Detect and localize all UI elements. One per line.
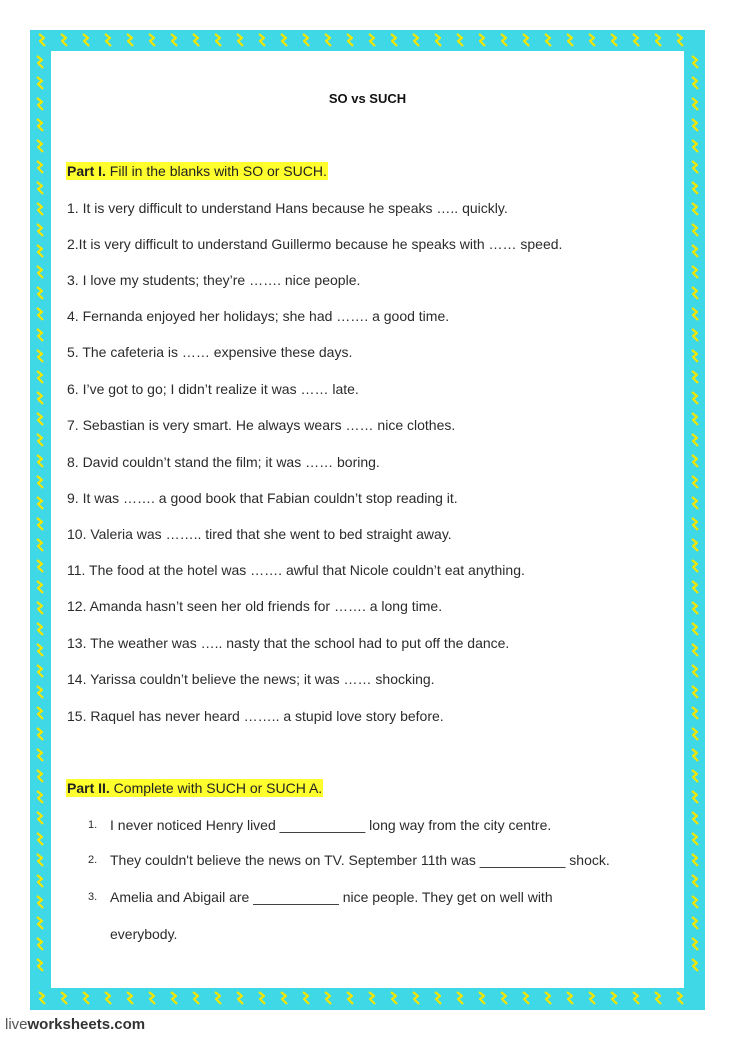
zigzag-glyph <box>692 518 698 530</box>
question-item: 15. Raquel has never heard …….. a stupid love story before. <box>67 708 444 724</box>
zigzag-glyph <box>37 329 43 341</box>
zigzag-glyph <box>391 992 397 1004</box>
completion-item: Amelia and Abigail are ___________ nice people. They get on well with <box>110 889 553 905</box>
zigzag-glyph <box>325 992 331 1004</box>
zigzag-glyph <box>347 34 353 46</box>
question-item: 10. Valeria was …….. tired that she went to bed straight away. <box>67 526 452 542</box>
zigzag-glyph <box>501 992 507 1004</box>
zigzag-glyph <box>655 992 661 1004</box>
zigzag-glyph <box>37 833 43 845</box>
zigzag-glyph <box>692 140 698 152</box>
zigzag-glyph <box>37 77 43 89</box>
zigzag-glyph <box>692 329 698 341</box>
zigzag-glyph <box>633 34 639 46</box>
footer-suffix: .com <box>110 1016 146 1033</box>
zigzag-glyph <box>37 959 43 971</box>
question-item: 2.It is very difficult to understand Guillermo because he speaks with …… speed. <box>67 236 563 252</box>
part2-label: Part II. <box>67 780 110 796</box>
zigzag-glyph <box>692 875 698 887</box>
zigzag-glyph <box>692 203 698 215</box>
footer-brand: worksheets <box>27 1016 111 1033</box>
zigzag-glyph <box>37 812 43 824</box>
zigzag-glyph <box>692 749 698 761</box>
question-item: 12. Amanda hasn’t seen her old friends for ……. a long time. <box>67 598 443 614</box>
zigzag-glyph <box>692 812 698 824</box>
zigzag-glyph <box>37 749 43 761</box>
zigzag-glyph <box>692 707 698 719</box>
zigzag-glyph <box>193 992 199 1004</box>
question-number: 1. <box>88 819 98 831</box>
footer-logo[interactable] <box>5 1016 145 1033</box>
zigzag-glyph <box>435 992 441 1004</box>
zigzag-glyph <box>567 34 573 46</box>
completion-item: They couldn't believe the news on TV. September 11th was ___________ shock. <box>110 852 610 868</box>
zigzag-glyph <box>523 992 529 1004</box>
zigzag-glyph <box>37 497 43 509</box>
zigzag-glyph <box>37 140 43 152</box>
zigzag-glyph <box>391 34 397 46</box>
zigzag-glyph <box>369 34 375 46</box>
zigzag-glyph <box>589 992 595 1004</box>
zigzag-glyph <box>692 161 698 173</box>
question-item: 5. The cafeteria is …… expensive these days. <box>67 344 353 360</box>
zigzag-glyph <box>37 371 43 383</box>
zigzag-glyph <box>237 992 243 1004</box>
zigzag-glyph <box>39 34 45 46</box>
zigzag-glyph <box>37 623 43 635</box>
zigzag-glyph <box>692 938 698 950</box>
zigzag-glyph <box>37 518 43 530</box>
zigzag-glyph <box>457 992 463 1004</box>
zigzag-glyph <box>39 992 45 1004</box>
part1-heading <box>66 163 328 179</box>
completion-item: I never noticed Henry lived ___________ long way from the city centre. <box>110 817 552 833</box>
zigzag-glyph <box>692 350 698 362</box>
zigzag-glyph <box>692 287 698 299</box>
zigzag-glyph <box>37 896 43 908</box>
zigzag-glyph <box>677 34 683 46</box>
zigzag-glyph <box>692 770 698 782</box>
zigzag-glyph <box>692 539 698 551</box>
part1-instruction: Fill in the blanks with SO or SUCH. <box>105 163 327 179</box>
zigzag-glyph <box>692 686 698 698</box>
zigzag-glyph <box>692 602 698 614</box>
question-item: 11. The food at the hotel was ……. awful that Nicole couldn’t eat anything. <box>67 562 525 578</box>
zigzag-glyph <box>37 917 43 929</box>
part2-heading <box>66 780 323 796</box>
zigzag-glyph <box>281 992 287 1004</box>
part2-instruction: Complete with SUCH or SUCH A. <box>109 780 323 796</box>
zigzag-glyph <box>127 34 133 46</box>
zigzag-glyph <box>413 992 419 1004</box>
zigzag-glyph <box>171 992 177 1004</box>
zigzag-glyph <box>37 791 43 803</box>
zigzag-glyph <box>37 665 43 677</box>
zigzag-glyph <box>655 34 661 46</box>
zigzag-glyph <box>281 34 287 46</box>
zigzag-glyph <box>259 34 265 46</box>
zigzag-glyph <box>589 34 595 46</box>
zigzag-glyph <box>692 917 698 929</box>
zigzag-glyph <box>37 203 43 215</box>
zigzag-glyph <box>37 308 43 320</box>
zigzag-glyph <box>545 992 551 1004</box>
zigzag-glyph <box>37 539 43 551</box>
zigzag-glyph <box>567 992 573 1004</box>
zigzag-glyph <box>37 56 43 68</box>
completion-item: everybody. <box>110 926 178 942</box>
zigzag-glyph <box>692 371 698 383</box>
zigzag-glyph <box>37 644 43 656</box>
zigzag-glyph <box>692 497 698 509</box>
zigzag-glyph <box>105 992 111 1004</box>
question-number: 3. <box>88 891 98 903</box>
zigzag-glyph <box>692 791 698 803</box>
zigzag-glyph <box>692 896 698 908</box>
zigzag-glyph <box>37 728 43 740</box>
zigzag-glyph <box>457 34 463 46</box>
zigzag-glyph <box>61 34 67 46</box>
question-item: 9. It was ……. a good book that Fabian couldn’t stop reading it. <box>67 490 458 506</box>
zigzag-glyph <box>37 455 43 467</box>
zigzag-glyph <box>37 434 43 446</box>
zigzag-glyph <box>37 287 43 299</box>
zigzag-glyph <box>149 992 155 1004</box>
zigzag-glyph <box>611 992 617 1004</box>
zigzag-glyph <box>501 34 507 46</box>
zigzag-glyph <box>692 854 698 866</box>
zigzag-glyph <box>479 34 485 46</box>
zigzag-glyph <box>83 992 89 1004</box>
zigzag-glyph <box>37 602 43 614</box>
question-item: 7. Sebastian is very smart. He always wears …… nice clothes. <box>67 417 456 433</box>
zigzag-glyph <box>37 581 43 593</box>
zigzag-glyph <box>692 959 698 971</box>
footer-prefix: live <box>5 1016 28 1033</box>
question-item: 14. Yarissa couldn’t believe the news; it was …… shocking. <box>67 671 435 687</box>
zigzag-glyph <box>692 434 698 446</box>
zigzag-glyph <box>692 665 698 677</box>
zigzag-glyph <box>692 644 698 656</box>
zigzag-glyph <box>303 992 309 1004</box>
zigzag-glyph <box>61 992 67 1004</box>
zigzag-glyph <box>83 34 89 46</box>
zigzag-glyph <box>37 770 43 782</box>
zigzag-glyph <box>692 245 698 257</box>
question-item: 4. Fernanda enjoyed her holidays; she had ……. a good time. <box>67 308 450 324</box>
zigzag-glyph <box>105 34 111 46</box>
question-number: 2. <box>88 854 98 866</box>
question-item: 8. David couldn’t stand the film; it was …… boring. <box>67 454 380 470</box>
zigzag-glyph <box>37 413 43 425</box>
zigzag-glyph <box>692 413 698 425</box>
zigzag-glyph <box>37 350 43 362</box>
zigzag-glyph <box>37 161 43 173</box>
zigzag-glyph <box>303 34 309 46</box>
zigzag-glyph <box>37 266 43 278</box>
zigzag-glyph <box>347 992 353 1004</box>
zigzag-glyph <box>369 992 375 1004</box>
zigzag-glyph <box>37 686 43 698</box>
zigzag-glyph <box>692 560 698 572</box>
zigzag-glyph <box>37 392 43 404</box>
question-item: 3. I love my students; they’re ……. nice people. <box>67 272 361 288</box>
zigzag-glyph <box>692 119 698 131</box>
question-item: 6. I’ve got to go; I didn’t realize it was …… late. <box>67 381 359 397</box>
zigzag-glyph <box>692 266 698 278</box>
zigzag-glyph <box>692 623 698 635</box>
zigzag-glyph <box>37 707 43 719</box>
zigzag-glyph <box>37 245 43 257</box>
zigzag-glyph <box>479 992 485 1004</box>
zigzag-glyph <box>37 938 43 950</box>
zigzag-glyph <box>692 224 698 236</box>
page-title: SO vs SUCH <box>328 91 407 106</box>
zigzag-glyph <box>692 581 698 593</box>
zigzag-glyph <box>692 308 698 320</box>
zigzag-glyph <box>259 992 265 1004</box>
zigzag-glyph <box>435 34 441 46</box>
zigzag-glyph <box>37 476 43 488</box>
zigzag-glyph <box>193 34 199 46</box>
zigzag-glyph <box>692 56 698 68</box>
zigzag-glyph <box>692 392 698 404</box>
zigzag-glyph <box>692 182 698 194</box>
zigzag-glyph <box>37 182 43 194</box>
zigzag-glyph <box>171 34 177 46</box>
zigzag-glyph <box>325 34 331 46</box>
zigzag-glyph <box>545 34 551 46</box>
zigzag-glyph <box>611 34 617 46</box>
zigzag-glyph <box>692 455 698 467</box>
zigzag-glyph <box>37 224 43 236</box>
worksheet-page <box>51 51 684 988</box>
zigzag-glyph <box>692 476 698 488</box>
zigzag-glyph <box>37 875 43 887</box>
zigzag-glyph <box>633 992 639 1004</box>
zigzag-glyph <box>127 992 133 1004</box>
part1-label: Part I. <box>67 163 106 179</box>
zigzag-glyph <box>237 34 243 46</box>
zigzag-glyph <box>215 992 221 1004</box>
zigzag-glyph <box>37 119 43 131</box>
zigzag-glyph <box>692 77 698 89</box>
zigzag-glyph <box>413 34 419 46</box>
zigzag-glyph <box>677 992 683 1004</box>
zigzag-glyph <box>37 560 43 572</box>
question-item: 13. The weather was ….. nasty that the school had to put off the dance. <box>67 635 510 651</box>
zigzag-glyph <box>523 34 529 46</box>
zigzag-glyph <box>692 728 698 740</box>
zigzag-glyph <box>37 854 43 866</box>
question-item: 1. It is very difficult to understand Hans because he speaks ….. quickly. <box>67 200 508 216</box>
zigzag-glyph <box>692 833 698 845</box>
zigzag-glyph <box>149 34 155 46</box>
zigzag-glyph <box>215 34 221 46</box>
